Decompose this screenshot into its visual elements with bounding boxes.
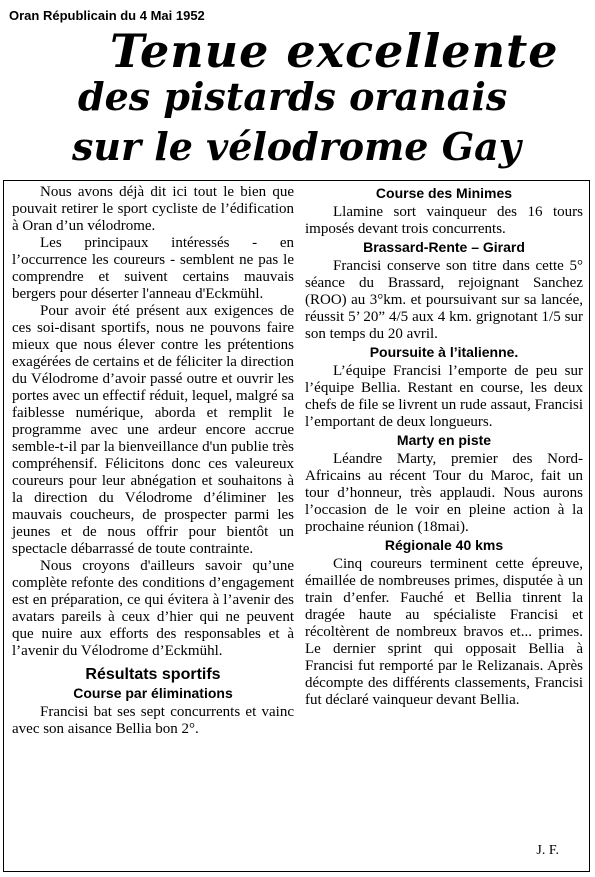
headline-line-2: des pistards oranais [78,74,508,119]
poursuite-heading: Poursuite à l’italienne. [369,344,519,360]
newspaper-source-line: Oran Républicain du 4 Mai 1952 [9,8,205,23]
marty-heading: Marty en piste [396,432,492,448]
brassard-text: Francisi conserve son titre dans cette 5° séance du Brassard, rejoignant Sanchez (ROO) au 3°km. et poursuivant sur sa lancée, réussit 5’ 20” 4/5 aux 4 km. grignotant 1/5 sur son temps du 20 avril. [305,258,583,342]
marty-text: Léandre Marty, premier des Nord-Africains au récent Tour du Maroc, fait un tour d’honneur, très applaudi. Nous aurons l’occasion de le voir en pleine action à la prochaine réunion (18mai). [305,451,583,535]
paragraph: Les principaux intéressés - en l’occurrence les coureurs - semblent ne pas le comprendre et suivent certains mauvais bergers pour déserter l'anneau d'Eckmühl. [12,235,294,302]
minimes-heading: Course des Minimes [375,185,513,201]
left-column [12,184,294,738]
paragraph: Pour avoir été présent aux exigences de ces soi-disant sportifs, nous ne pouvons faire mieux que nous élever contre les prétentions exagérées de certains et de féliciter la direction du Vélodrome d’avoir passé outre et ouvrir les portes avec un effectif réduit, lequel, malgré sa faiblesse numérique, aborda et remplit le programme avec une ardeur encore accrue semble-t-il par la bienveillance d'un publie très compréhensif. Félicitons donc ces valeureux coureurs pour leur abnégation et souhaitons à la direction du Vélodrome d’éliminer les mauvais coucheurs, de prospecter parmi les jeunes et de nous offrir pour bientôt un spectacle débarrassé de toute contrainte. [12,303,294,557]
elimination-heading: Course par éliminations [73,685,233,701]
minimes-text: Llamine sort vainqueur des 16 tours imposés devant trois concurrents. [305,204,583,237]
paragraph: Nous avons déjà dit ici tout le bien que pouvait retirer le sport cycliste de l’édification à Oran d’un vélodrome. [12,184,294,234]
regionale-text: Cinq coureurs terminent cette épreuve, émaillée de nombreuses primes, disputée à un train d’enfer. Fauché et Bellia tinrent la dragée haute au spécialiste Francisi et récoltèrent de nombreux bravos et... primes. Le dernier sprint qui opposait Bellia à Francisi fut remporté par le Relizanais. Après décompte des différents classements, Francisi fut déclaré vainqueur devant Bellia. [305,556,583,708]
regionale-heading: Régionale 40 kms [384,537,504,553]
elimination-text: Francisi bat ses sept concurrents et vainc avec son aisance Bellia bon 2°. [12,704,294,737]
brassard-heading: Brassard-Rente – Girard [363,239,525,255]
paragraph: Nous croyons d'ailleurs savoir qu’une complète refonte des conditions d’engagement est en préparation, ce qui évitera à l’avenir des avatars pareils à ceux d’hier qui ne peuvent que nuire aux efforts des responsables et à l’avenir du Vélodrome d’Eckmühl. [12,558,294,659]
author-signature: J. F. [536,843,559,858]
poursuite-text: L’équipe Francisi l’emporte de peu sur l’équipe Bellia. Restant en course, les deux chefs de file se livrent un rude assaut, Francisi l’emportant de deux longueurs. [305,363,583,430]
results-heading: Résultats sportifs [85,666,221,683]
headline-line-3: sur le vélodrome Gay [72,124,521,169]
headline-line-1: Tenue excellente [110,24,559,78]
right-column [305,184,583,709]
